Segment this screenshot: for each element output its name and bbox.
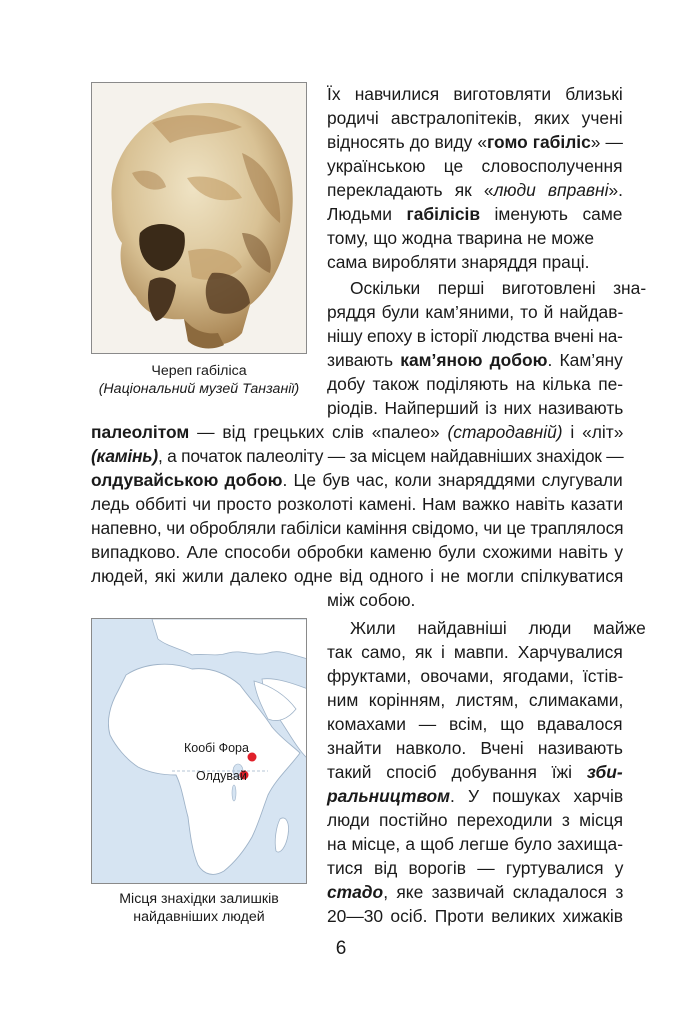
text-line: комахами — всім, що вдавалося: [327, 714, 623, 734]
text-line: добу також поділяють на кілька пе-: [327, 374, 624, 394]
skull-caption-source: (Національний музей Танзанії): [98, 381, 300, 397]
map-label-olduvai: Олдувай: [196, 769, 247, 783]
term-gathering-cont: ральництвом: [327, 786, 451, 806]
text-line: ряддя були кам’яними, то й найдав-: [327, 302, 624, 322]
text-line: Людьми габілісів іменують саме: [327, 204, 623, 224]
skull-photo: [91, 82, 307, 354]
text-line: Жили найдавніші люди майже: [350, 618, 646, 638]
text-line: між собою.: [327, 590, 416, 610]
text-line: палеолітом — від грецьких слів «палео» (стародавній) і «літ»: [91, 422, 624, 442]
text-line: на місце, а щоб легше було захища-: [327, 834, 623, 854]
term-homo-habilis: гомо габіліс: [487, 132, 591, 152]
africa-map: [91, 618, 307, 884]
text-line: зивають кам’яною добою. Кам’яну: [327, 350, 623, 370]
term-gathering: зби-: [586, 762, 623, 782]
text-line: тому, що жодна тварина не може: [327, 228, 595, 248]
text-line: (камінь), а початок палеоліту — за місцем найдавніших знахідок —: [91, 446, 624, 466]
text-line: напевно, чи обробляли габіліси каміння свідомо, чи це траплялося: [91, 518, 624, 538]
skull-caption-title: Череп габіліса: [151, 363, 247, 379]
term-stone: (камінь): [91, 446, 158, 466]
text-line: 20—30 осіб. Проти великих хижаків: [327, 906, 624, 926]
text-line: Оскільки перші виготовлені зна-: [350, 278, 647, 298]
map-caption-line2: найдавніших людей: [133, 909, 265, 925]
text-line: ним корінням, листям, слимаками,: [327, 690, 624, 710]
text-line: відносять до виду «гомо габіліс» —: [327, 132, 623, 152]
skull-caption: [91, 362, 307, 398]
term-olduvai-age: олдувайською добою: [91, 470, 283, 490]
map-caption-line1: Місця знахідки залишків: [119, 891, 279, 907]
page-number: 6: [335, 938, 347, 959]
map-label-koobi-fora: Кообі Фора: [184, 741, 249, 755]
term-ancient: (стародавній): [447, 422, 563, 442]
text-line: українською це словосполучення: [327, 156, 623, 176]
text-line: Їх навчилися виготовляти близькі: [327, 84, 623, 104]
skull-illustration: [92, 83, 307, 354]
text-line: олдувайською добою. Це був час, коли знаряддями слугували: [91, 470, 623, 490]
text-line: такий спосіб добування їжі зби-: [327, 762, 623, 782]
text-line: перекладають як «люди вправні».: [327, 180, 623, 200]
text-line: знайти навколо. Вчені називають: [327, 738, 623, 758]
text-line: ледь оббиті чи просто розколоті камені. Нам важко навіть казати: [91, 494, 624, 514]
term-stone-age: кам’яною добою: [400, 350, 548, 370]
text-line: фруктами, овочами, ягодами, їстів-: [327, 666, 624, 686]
term-habilis: габілісів: [406, 204, 481, 224]
text-line: людей, які жили далеко одне від одного і не могли спілкуватися: [91, 566, 624, 586]
map-caption: [91, 890, 307, 926]
term-herd: стадо: [327, 882, 384, 902]
text-line: так само, як і мавпи. Харчувалися: [327, 642, 623, 662]
text-line: родичі австралопітеків, яких учені: [327, 108, 623, 128]
text-line: ріодів. Найперший із них називають: [327, 398, 624, 418]
term-translation: люди вправні: [493, 180, 609, 200]
term-paleolithic: палеолітом: [91, 422, 190, 442]
text-line: тися від ворогів — гуртувалися у: [327, 858, 624, 878]
text-line: стадо, яке зазвичай складалося з: [327, 882, 624, 902]
text-line: люди постійно переходили з місця: [327, 810, 624, 830]
text-line: сама виробляти знаряддя праці.: [327, 252, 590, 272]
text-line: нішу епоху в історії людства вчені на-: [327, 326, 623, 346]
text-line: ральництвом. У пошуках харчів: [327, 786, 624, 806]
text-line: випадково. Але способи обробки каменю були схожими навіть у: [91, 542, 624, 562]
